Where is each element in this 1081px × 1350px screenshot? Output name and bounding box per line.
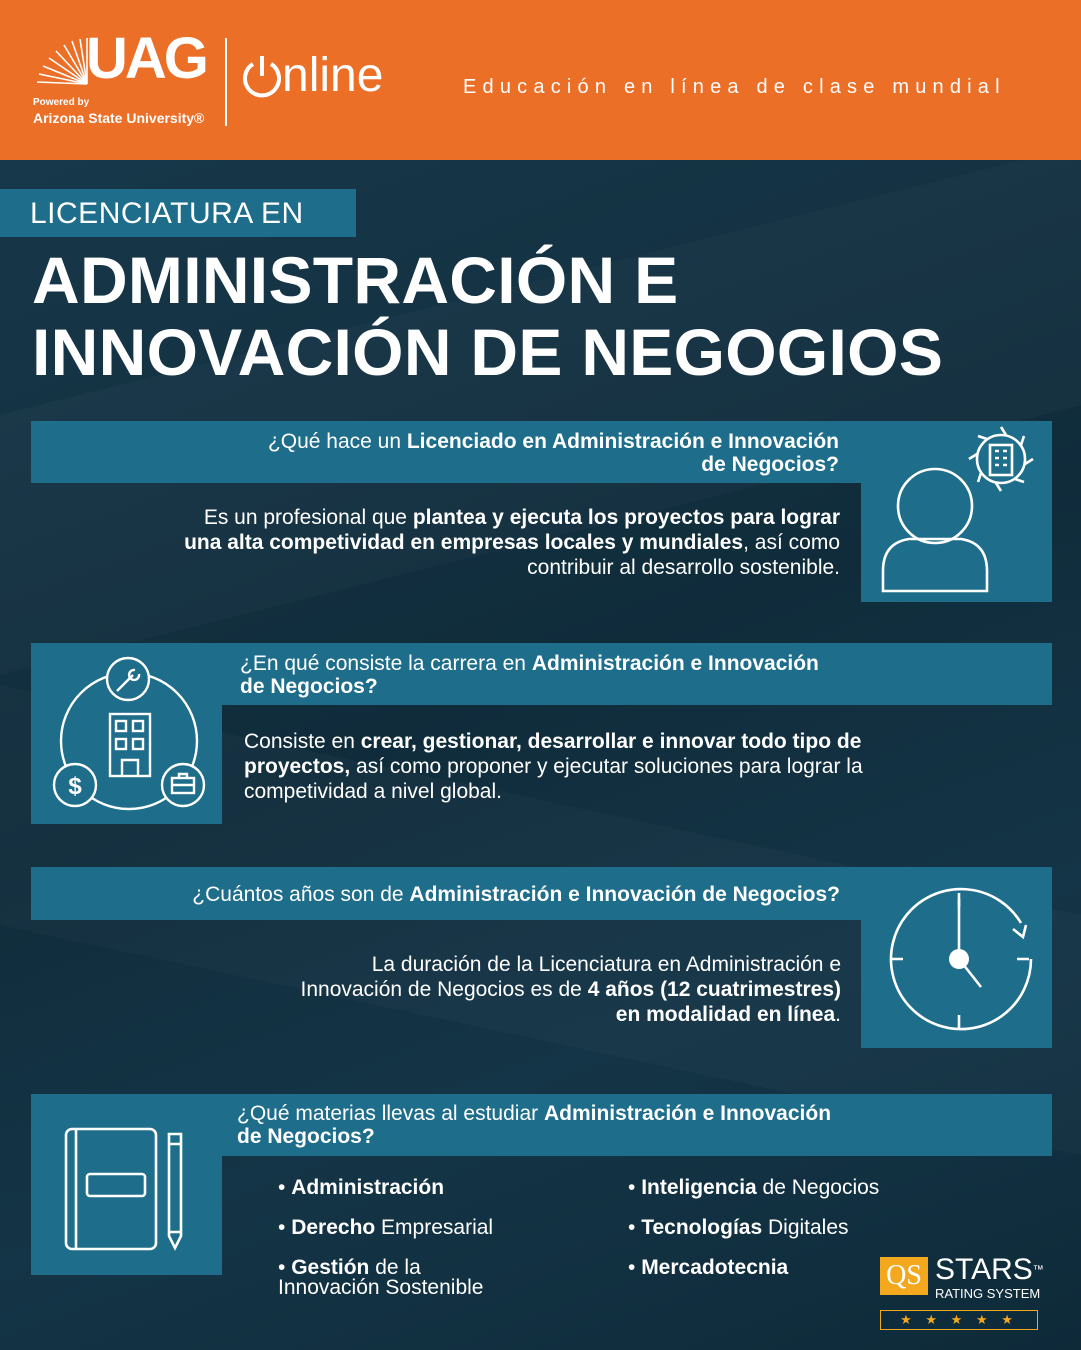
asu-label: Arizona State University® <box>33 110 205 126</box>
subject-item: • Mercadotecnia <box>628 1256 789 1279</box>
section2-question: ¿En qué consiste la carrera en Administración e Innovación de Negocios? <box>240 652 819 698</box>
section4-question: ¿Qué materias llevas al estudiar Administración e Innovación de Negocios? <box>237 1102 832 1148</box>
page-title <box>32 244 943 388</box>
header-bar <box>0 0 1081 160</box>
qs-stars-row: ★ ★ ★ ★ ★ <box>880 1310 1038 1330</box>
subject-item: • Tecnologías Digitales <box>628 1216 849 1239</box>
section1-question: ¿Qué hace un Licenciado en Administración e Innovación de Negocios? <box>267 430 839 476</box>
uag-fan-logo-icon <box>33 38 89 88</box>
notebook-pencil-icon <box>31 1094 222 1275</box>
title-line-1: ADMINISTRACIÓN E <box>32 243 679 317</box>
section3-icon-box <box>861 867 1052 1048</box>
uag-logo-text: UAG <box>86 26 206 91</box>
business-cycle-icon <box>31 643 222 824</box>
online-text: nline <box>282 49 384 102</box>
section2-answer: Consiste en crear, gestionar, desarrollar e innovar todo tipo de proyectos, así como proponer y ejecutar soluciones para lograr la competividad a nivel global. <box>244 730 863 803</box>
power-icon <box>242 54 282 98</box>
qs-rating-system-label: RATING SYSTEM <box>935 1286 1041 1301</box>
clock-icon <box>861 867 1052 1048</box>
subject-item: • Gestión de la <box>278 1256 421 1279</box>
title-line-2: INNOVACIÓN DE NEGOGIOS <box>32 315 944 389</box>
section2-icon-box <box>31 643 222 824</box>
subject-item: • Inteligencia de Negocios <box>628 1176 880 1199</box>
powered-by-label: Powered by <box>33 97 90 108</box>
section3-question: ¿Cuántos años son de Administración e Innovación de Negocios? <box>192 883 840 906</box>
section1-answer: Es un profesional que plantea y ejecuta los proyectos para lograr una alta competividad en empresas locales y mundiales, así como contribuir al desarrollo sostenible. <box>184 506 840 579</box>
person-with-gear-icon <box>861 421 1052 602</box>
qs-stars-label: STARS™ <box>935 1253 1044 1286</box>
section3-answer: La duración de la Licenciatura en Administración e Innovación de Negocios es de 4 años (12 cuatrimestres) en modalidad en línea. <box>300 953 841 1026</box>
section1-icon-box <box>861 421 1052 602</box>
subject-item: • Derecho Empresarial <box>278 1216 494 1239</box>
subject-item: • Administración <box>278 1176 445 1199</box>
tagline: Educación en línea de clase mundial <box>463 76 1006 98</box>
subject-item-continued: Innovación Sostenible <box>278 1276 484 1299</box>
qs-logo: QS <box>880 1257 928 1295</box>
logo-divider <box>225 38 227 126</box>
section4-icon-box <box>31 1094 222 1275</box>
kicker-text: LICENCIATURA EN <box>30 197 304 230</box>
online-logo <box>242 49 384 102</box>
svg-text:$: $ <box>68 773 82 800</box>
